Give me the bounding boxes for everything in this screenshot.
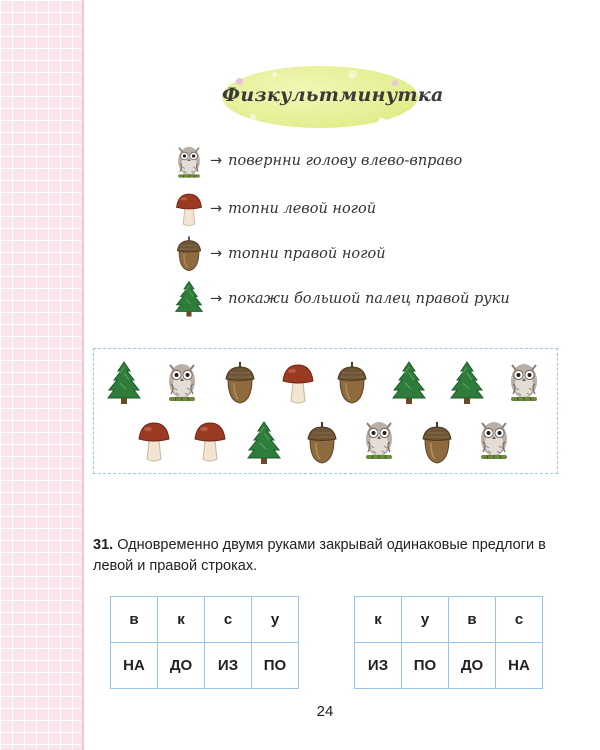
table-cell[interactable]: в <box>111 597 158 643</box>
legend-text: покажи большой палец правой руки <box>228 291 510 307</box>
owl-icon <box>361 415 397 463</box>
arrow-icon: → <box>210 201 223 217</box>
fir-tree-icon <box>106 359 142 407</box>
mushroom-icon <box>192 417 228 465</box>
decor-dot <box>348 70 357 79</box>
table-cell[interactable]: с <box>496 597 543 643</box>
acorn-icon <box>304 419 340 467</box>
table-cell[interactable]: ПО <box>402 643 449 689</box>
mushroom-icon <box>172 189 206 229</box>
legend-item-mushroom <box>172 191 376 227</box>
owl-icon <box>172 141 206 181</box>
owl-icon <box>476 415 512 463</box>
owl-icon <box>506 357 542 405</box>
table-cell[interactable]: ДО <box>158 643 205 689</box>
arrow-icon: → <box>210 153 223 169</box>
table-cell[interactable]: у <box>252 597 299 643</box>
table-cell[interactable]: у <box>402 597 449 643</box>
legend-text: топни правой ногой <box>228 246 386 262</box>
acorn-icon <box>172 234 206 274</box>
section-title: Физкультминутка <box>222 84 444 106</box>
left-prepositions-table <box>110 596 299 689</box>
table-cell[interactable]: ИЗ <box>355 643 402 689</box>
acorn-icon <box>419 419 455 467</box>
fir-tree-icon <box>391 359 427 407</box>
decor-dot <box>250 114 256 120</box>
decorative-sidebar <box>0 0 84 750</box>
task-text: Одновременно двумя руками закрывай одинаковые предлоги в левой и правой строках. <box>93 537 546 574</box>
table-row <box>111 643 299 689</box>
table-cell[interactable]: к <box>355 597 402 643</box>
decor-dot <box>272 72 277 77</box>
arrow-icon: → <box>210 291 223 307</box>
table-cell[interactable]: к <box>158 597 205 643</box>
arrow-icon: → <box>210 246 223 262</box>
table-row <box>355 597 543 643</box>
fir-tree-icon <box>246 419 282 467</box>
table-row <box>355 643 543 689</box>
table-cell[interactable]: с <box>205 597 252 643</box>
fir-tree-icon <box>172 279 206 319</box>
decor-dot <box>378 118 386 126</box>
page-number: 24 <box>316 703 334 720</box>
fir-tree-icon <box>449 359 485 407</box>
right-prepositions-table <box>354 596 543 689</box>
table-cell[interactable]: ПО <box>252 643 299 689</box>
table-cell[interactable]: в <box>449 597 496 643</box>
task-instruction <box>93 535 563 577</box>
mushroom-icon <box>136 417 172 465</box>
legend-item-acorn <box>172 236 386 272</box>
legend-text: топни левой ногой <box>228 201 377 217</box>
legend-item-fir-tree <box>172 281 510 317</box>
acorn-icon <box>334 359 370 407</box>
table-cell[interactable]: НА <box>496 643 543 689</box>
exercise-sequence-box <box>93 348 558 474</box>
table-cell[interactable]: ДО <box>449 643 496 689</box>
table-cell[interactable]: ИЗ <box>205 643 252 689</box>
mushroom-icon <box>280 359 316 407</box>
legend-item-owl <box>172 143 462 179</box>
acorn-icon <box>222 359 258 407</box>
task-number: 31. <box>93 537 114 553</box>
owl-icon <box>164 357 200 405</box>
table-cell[interactable]: НА <box>111 643 158 689</box>
table-row <box>111 597 299 643</box>
legend-text: повернни голову влево-вправо <box>228 153 463 169</box>
